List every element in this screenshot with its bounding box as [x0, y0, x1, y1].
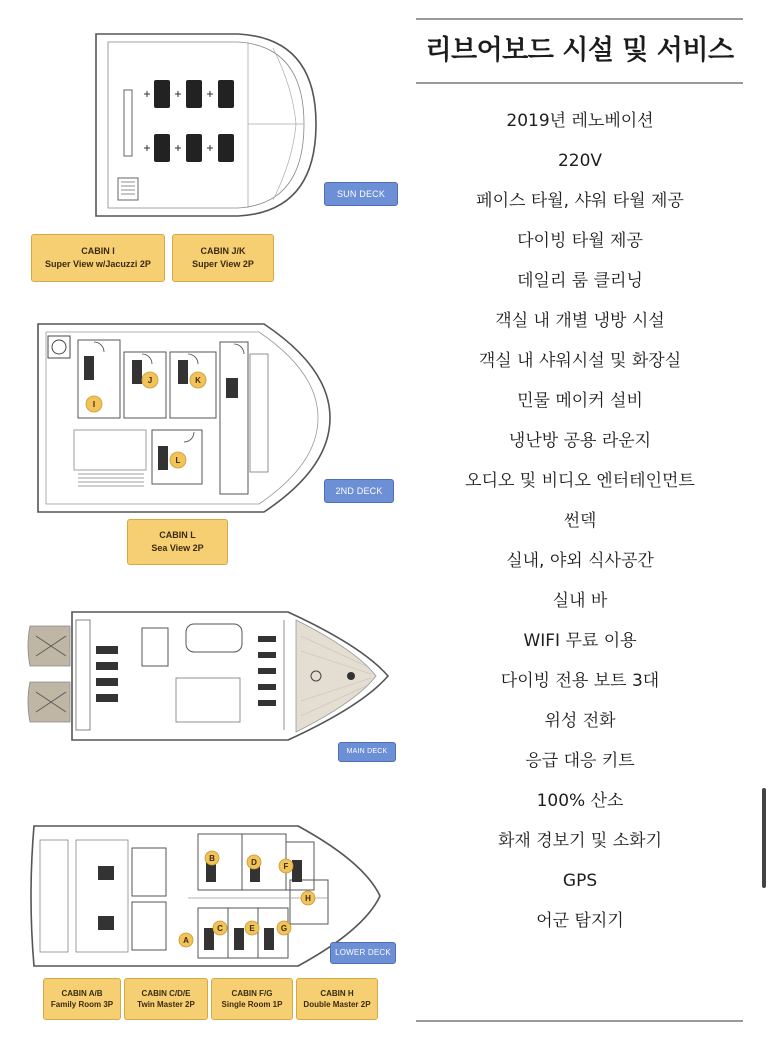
service-item: 2019년 레노베이션: [506, 111, 654, 131]
cabin-fg-name: CABIN F/G: [231, 989, 273, 998]
cabin-j-marker: J: [147, 376, 153, 385]
cabin-fg-tag: [211, 978, 293, 1020]
service-item: 실내 바: [552, 591, 608, 611]
services-title: 리브어보드 시설 및 서비스: [425, 35, 734, 66]
cabin-jk-tag: [172, 234, 274, 282]
cabin-l-tag: [127, 519, 228, 565]
service-item: 응급 대응 키트: [525, 751, 635, 771]
cabin-ab-name: CABIN A/B: [61, 989, 103, 998]
service-item: 어군 탐지기: [536, 911, 624, 931]
sun-deck-label: SUN DECK: [324, 182, 398, 206]
cabin-jk-name: CABIN J/K: [200, 246, 246, 256]
sun-deck-plan: [88, 28, 323, 223]
service-item: WIFI 무료 이용: [523, 631, 637, 651]
service-item: 객실 내 개별 냉방 시설: [495, 311, 665, 331]
cabin-c-marker: C: [217, 924, 223, 933]
cabin-cde-tag: [124, 978, 208, 1020]
cabin-l-desc: Sea View 2P: [151, 543, 204, 553]
lower-deck-label: LOWER DECK: [330, 942, 396, 964]
cabin-cde-name: CABIN C/D/E: [141, 989, 191, 998]
service-item: 데일리 룸 클리닝: [517, 271, 643, 291]
service-item: 냉난방 공용 라운지: [508, 431, 652, 451]
main-deck-label: MAIN DECK: [338, 742, 396, 762]
cabin-jk-desc: Super View 2P: [192, 259, 254, 269]
cabin-l-name: CABIN L: [159, 530, 196, 540]
cabin-h-tag: [296, 978, 378, 1020]
cabin-ab-desc: Family Room 3P: [50, 1000, 114, 1009]
second-deck-label: 2ND DECK: [324, 479, 394, 503]
cabin-i-marker: I: [92, 400, 96, 409]
services-list: [420, 104, 740, 944]
service-item: 썬덱: [563, 511, 597, 531]
cabin-h-name: CABIN H: [320, 989, 354, 998]
service-item: 220V: [557, 151, 603, 171]
cabin-f-marker: F: [283, 862, 289, 871]
cabin-g-marker: G: [280, 924, 288, 933]
service-item: 위성 전화: [544, 711, 616, 731]
service-item: 다이빙 타월 제공: [517, 231, 643, 251]
main-deck-plan: [26, 606, 391, 744]
cabin-ab-tag: [43, 978, 121, 1020]
cabin-b-marker: B: [209, 854, 215, 863]
service-item: GPS: [562, 871, 598, 891]
cabin-i-desc: Super View w/Jacuzzi 2P: [45, 259, 151, 269]
cabin-fg-desc: Single Room 1P: [221, 1000, 283, 1009]
scrollbar[interactable]: [762, 788, 766, 888]
service-item: 화재 경보기 및 소화기: [497, 831, 662, 851]
service-item: 민물 메이커 설비: [517, 391, 643, 411]
service-item: 실내, 야외 식사공간: [506, 551, 654, 571]
service-item: 페이스 타월, 샤워 타월 제공: [476, 191, 684, 211]
second-deck-plan: [34, 318, 334, 518]
cabin-a-marker: A: [183, 936, 189, 945]
cabin-i-tag: [31, 234, 165, 282]
cabin-i-name: CABIN I: [81, 246, 115, 256]
service-item: 오디오 및 비디오 엔터테인먼트: [465, 471, 695, 491]
cabin-h-desc: Double Master 2P: [303, 1000, 371, 1009]
title-divider: [416, 82, 743, 84]
top-divider: [416, 18, 743, 20]
bottom-divider: [416, 1020, 743, 1022]
service-item: 다이빙 전용 보트 3대: [500, 671, 660, 691]
service-item: 객실 내 샤워시설 및 화장실: [478, 351, 682, 371]
service-item: 100% 산소: [536, 791, 624, 811]
cabin-d-marker: D: [251, 858, 257, 867]
cabin-cde-desc: Twin Master 2P: [137, 1000, 195, 1009]
cabin-e-marker: E: [249, 924, 255, 933]
cabin-l-marker: L: [175, 456, 181, 465]
cabin-h-marker: H: [305, 894, 311, 903]
cabin-k-marker: K: [195, 376, 201, 385]
